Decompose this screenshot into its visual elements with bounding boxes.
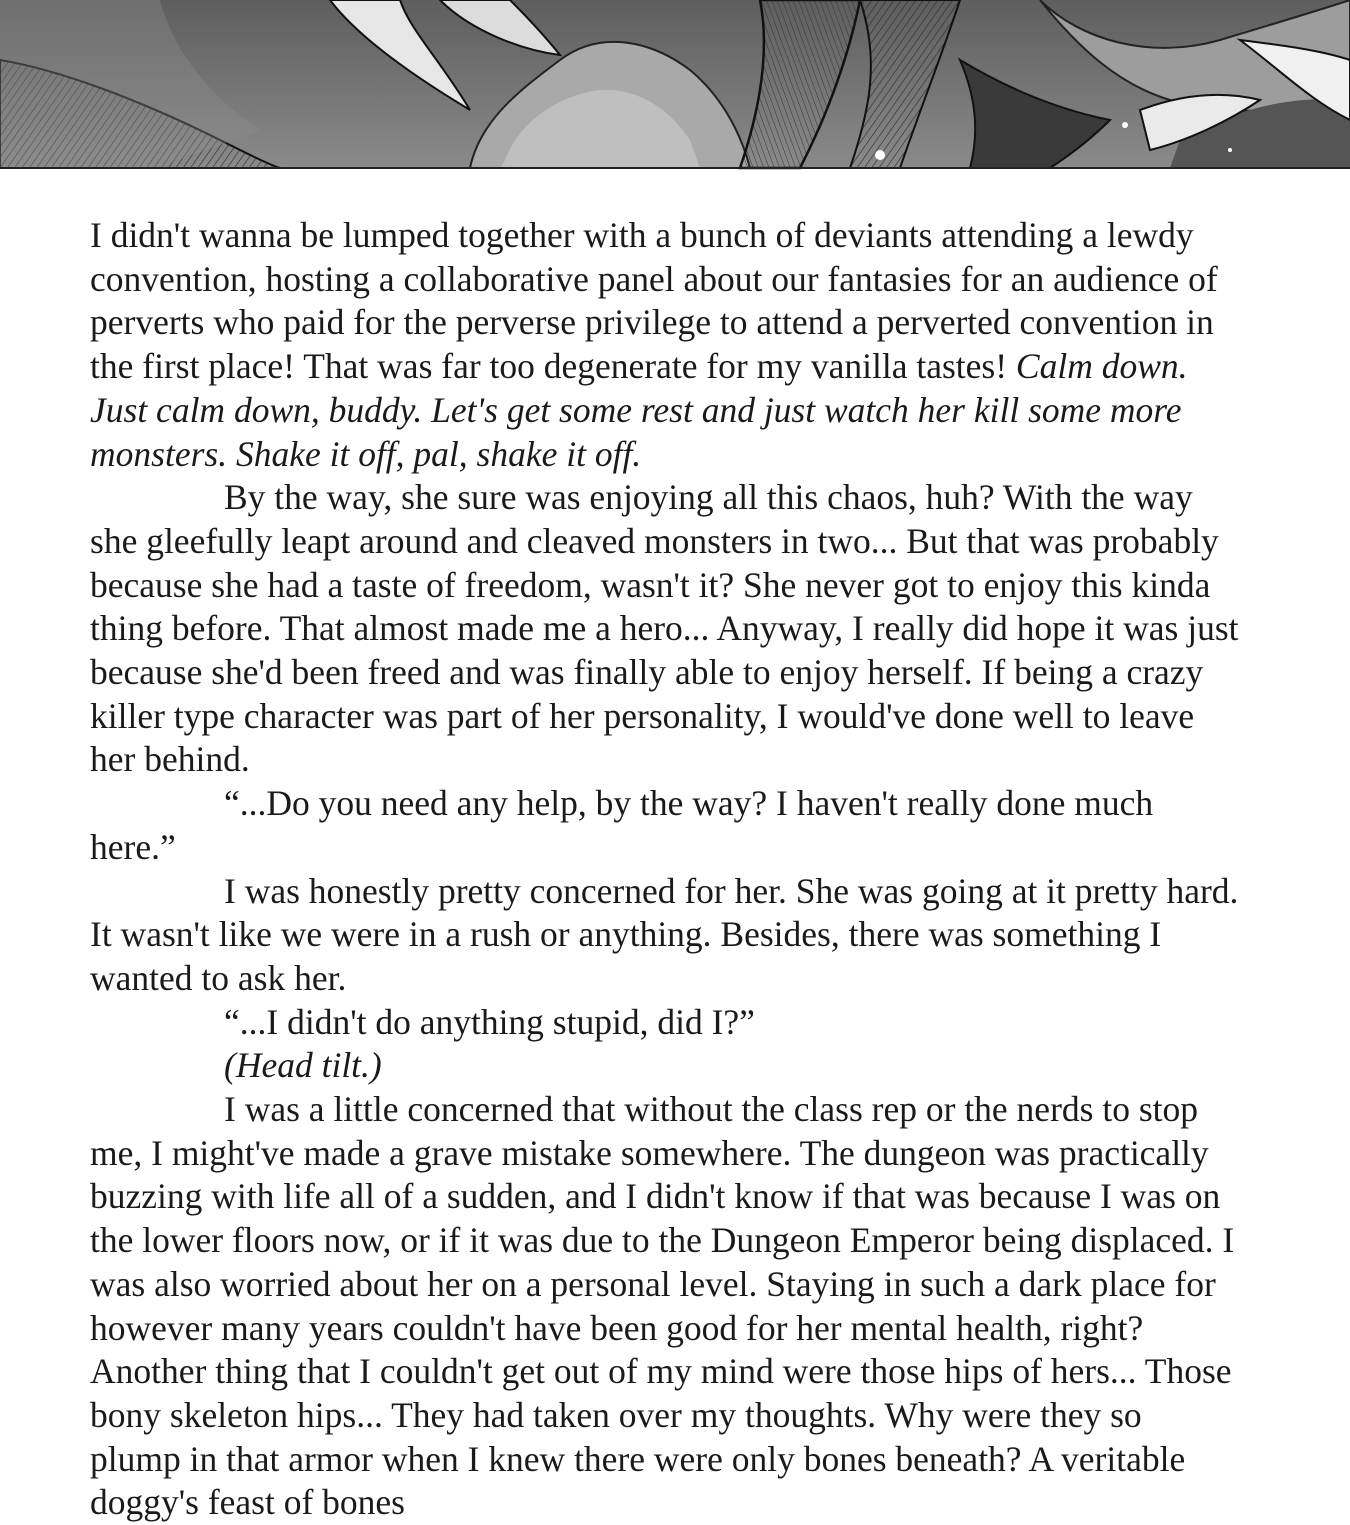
- chapter-illustration: [0, 0, 1350, 168]
- paragraph-italic: [90, 1044, 1240, 1088]
- paragraph-dialogue: “...Do you need any help, by the way? I haven't really done much here.”: [90, 783, 1154, 867]
- paragraph: I was honestly pretty concerned for her. She was going at it pretty hard. It wasn't like we were in a rush or anything. Besides, there was something I wanted to ask her.: [90, 870, 1239, 998]
- paragraph: By the way, she sure was enjoying all this chaos, huh? With the way she gleefully leapt around and cleaved monsters in two... But that was probably because she had a taste of freedom, wasn't it? She never got to enjoy this kinda thing before. That almost made me a hero... Anyway, I really did hope it was just because she'd been freed and was finally able to enjoy herself. If being a crazy killer type character was part of her personality, I would've done well to leave her behind.: [90, 477, 1239, 780]
- paragraph: [90, 214, 1240, 476]
- paragraph-italic-thought: Calm down. Just calm down, buddy. Let's get some rest and just watch her kill some more monsters. Shake it off, pal, shake it off.: [90, 346, 1188, 474]
- italic-aside: (Head tilt.): [224, 1045, 382, 1086]
- manga-forest-illustration-icon: [0, 0, 1350, 168]
- paragraph-text: I didn't wanna be lumped together with a bunch of deviants attending a lewdy convention, hosting a collaborative panel about our fantasies for an audience of perverts who paid for the perverse privilege to attend a perverted convention in the first place! That was far too degenerate for my vanilla tastes!: [90, 215, 1218, 387]
- body-text: [90, 214, 1240, 1525]
- paragraph: I was a little concerned that without the class rep or the nerds to stop me, I might've made a grave mistake somewhere. The dungeon was practically buzzing with life all of a sudden, and I didn't know if that was because I was on the lower floors now, or if it was due to the Dungeon Emperor being displaced. I was also worried about her on a personal level. Staying in such a dark place for however many years couldn't have been good for her mental health, right? Another thing that I couldn't get out of my mind were those hips of hers... Those bony skeleton hips... They had taken over my thoughts. Why were they so plump in that armor when I knew there were only bones beneath? A veritable doggy's feast of bones: [90, 1089, 1235, 1523]
- paragraph-dialogue: “...I didn't do anything stupid, did I?”: [224, 1001, 755, 1042]
